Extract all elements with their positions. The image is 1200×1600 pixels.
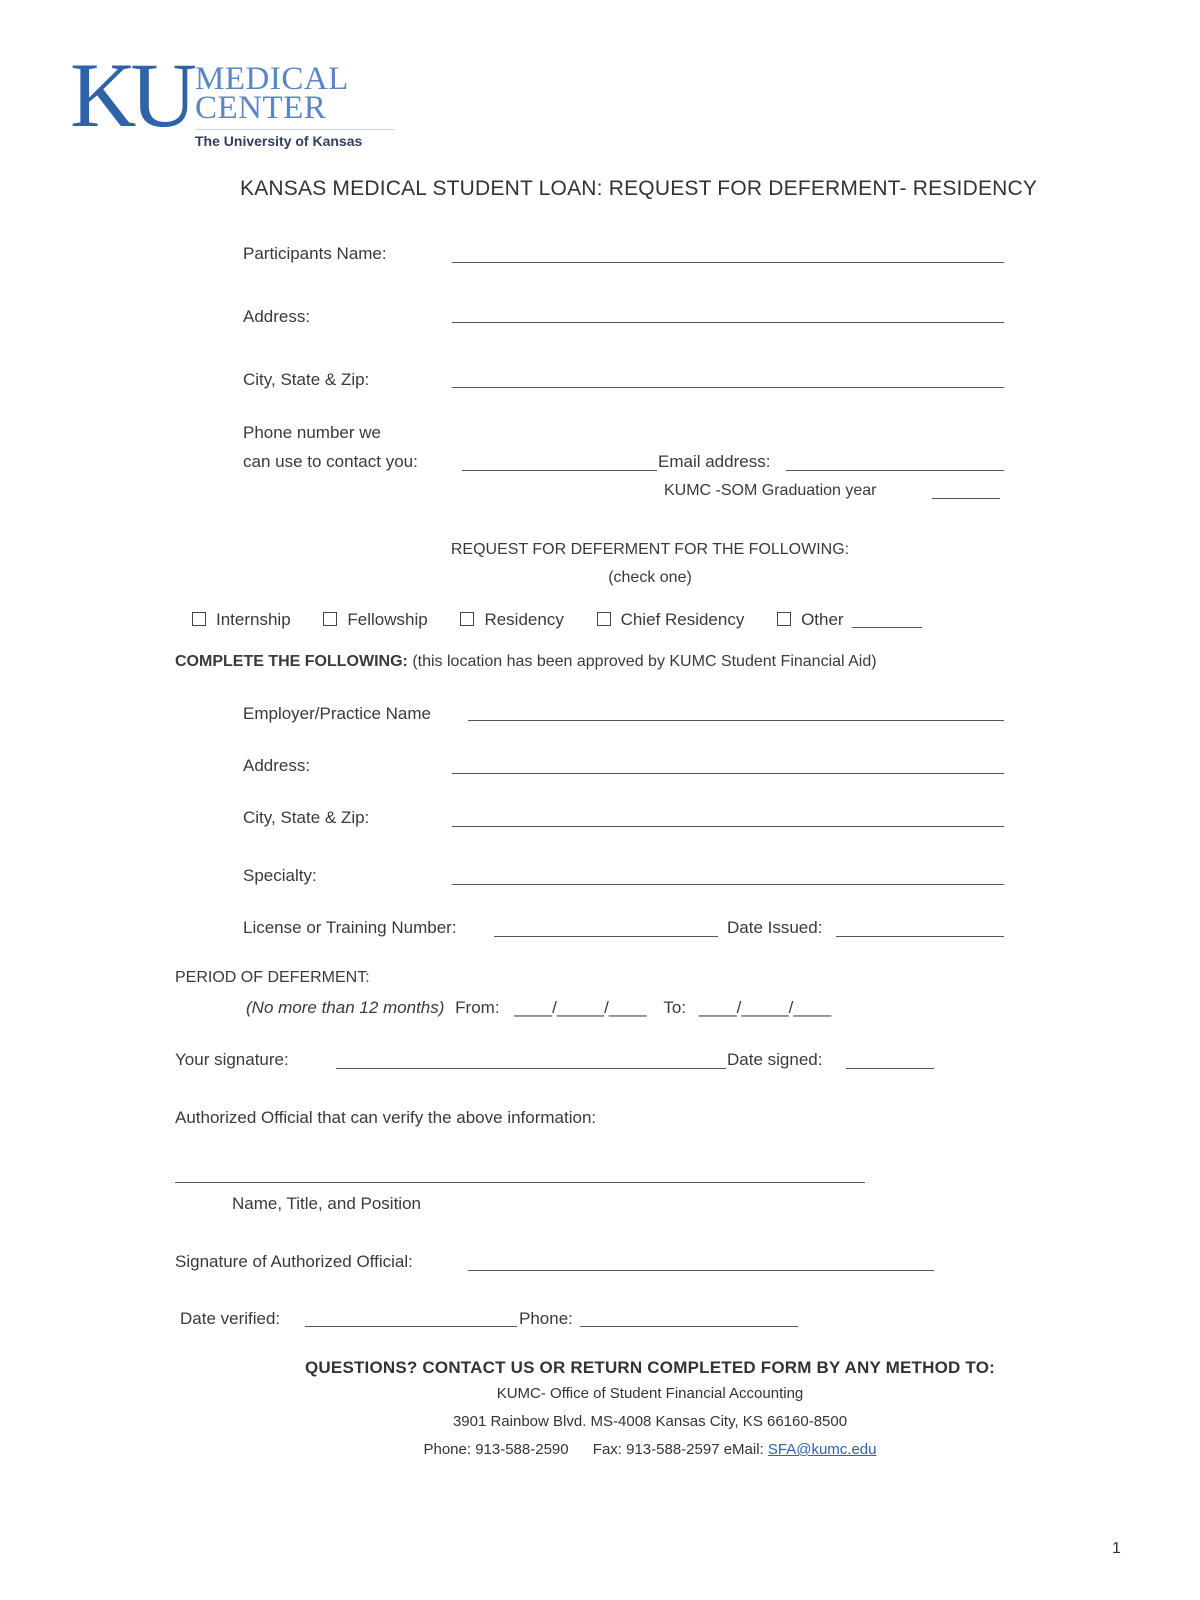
- your-signature-label: Your signature:: [175, 1050, 289, 1069]
- graduation-year-label: KUMC -SOM Graduation year: [664, 482, 877, 499]
- complete-note: (this location has been approved by KUMC Student Financial Aid): [412, 653, 877, 670]
- official-signature-field[interactable]: [468, 1270, 934, 1271]
- employer-city-field[interactable]: [452, 826, 1004, 827]
- checkbox-residency[interactable]: [460, 612, 474, 626]
- participant-city-label: City, State & Zip:: [243, 370, 370, 389]
- license-label: License or Training Number:: [243, 918, 457, 937]
- complete-heading-row: [175, 653, 877, 671]
- logo-subtitle: The University of Kansas: [195, 133, 363, 149]
- date-verified-label: Date verified:: [180, 1309, 281, 1328]
- footer-office: KUMC- Office of Student Financial Accounting: [496, 1385, 804, 1402]
- official-signature-label: Signature of Authorized Official:: [175, 1252, 413, 1271]
- checkbox-other[interactable]: [777, 612, 791, 626]
- complete-heading: COMPLETE THE FOLLOWING:: [175, 653, 408, 670]
- participant-address-label: Address:: [243, 307, 311, 326]
- other-field[interactable]: [852, 627, 922, 628]
- date-verified-field[interactable]: [305, 1326, 517, 1327]
- participant-city-field[interactable]: [452, 387, 1004, 388]
- specialty-label: Specialty:: [243, 866, 317, 885]
- official-name-field[interactable]: [175, 1182, 865, 1183]
- employer-address-label: Address:: [243, 756, 311, 775]
- official-intro: Authorized Official that can verify the above information:: [175, 1108, 597, 1127]
- employer-city-label: City, State & Zip:: [243, 808, 370, 827]
- logo-line-2: CENTER: [195, 90, 327, 126]
- employer-label: Employer/Practice Name: [243, 704, 432, 723]
- email-label: Email address:: [658, 452, 771, 471]
- your-signature-field[interactable]: [336, 1068, 726, 1069]
- period-row: [246, 998, 831, 1018]
- form-title: KANSAS MEDICAL STUDENT LOAN: REQUEST FOR DEFERMENT- RESIDENCY: [240, 177, 1038, 200]
- email-field[interactable]: [786, 470, 1004, 471]
- to-label: To:: [663, 998, 687, 1017]
- logo-mark: KU: [70, 44, 191, 146]
- license-field[interactable]: [494, 936, 718, 937]
- option-other[interactable]: Other: [777, 610, 922, 630]
- page-number: 1: [1112, 1540, 1121, 1557]
- request-instruction: (check one): [608, 569, 692, 586]
- option-residency[interactable]: Residency: [460, 610, 563, 630]
- employer-address-field[interactable]: [452, 773, 1004, 774]
- official-name-caption: Name, Title, and Position: [232, 1194, 421, 1213]
- footer-address: 3901 Rainbow Blvd. MS-4008 Kansas City, KS 66160-8500: [452, 1413, 848, 1430]
- option-chief-residency[interactable]: Chief Residency: [597, 610, 745, 630]
- option-fellowship[interactable]: Fellowship: [323, 610, 427, 630]
- from-date-field[interactable]: ____/_____/____: [514, 998, 647, 1017]
- footer-fax: Fax: 913-588-2597 eMail:: [592, 1441, 764, 1458]
- footer-phone: Phone: 913-588-2590: [423, 1441, 569, 1458]
- participant-address-field[interactable]: [452, 322, 1004, 323]
- checkbox-chief-residency[interactable]: [597, 612, 611, 626]
- phone-label-line-2: can use to contact you:: [243, 452, 418, 471]
- footer-contact: [0, 1441, 1200, 1458]
- ku-medical-center-logo: [70, 44, 400, 155]
- participant-name-label: Participants Name:: [243, 244, 387, 263]
- option-internship[interactable]: Internship: [192, 610, 291, 630]
- request-heading: REQUEST FOR DEFERMENT FOR THE FOLLOWING:: [450, 541, 850, 558]
- official-phone-label: Phone:: [519, 1309, 573, 1328]
- footer-email-link[interactable]: SFA@kumc.edu: [767, 1441, 877, 1458]
- phone-label-line-1: Phone number we: [243, 423, 381, 442]
- checkbox-internship[interactable]: [192, 612, 206, 626]
- date-issued-field[interactable]: [836, 936, 1004, 937]
- logo-divider: [195, 129, 395, 130]
- footer-title: QUESTIONS? CONTACT US OR RETURN COMPLETED FORM BY ANY METHOD TO:: [305, 1358, 995, 1377]
- official-phone-field[interactable]: [580, 1326, 798, 1327]
- date-signed-label: Date signed:: [727, 1050, 823, 1069]
- from-label: From:: [455, 998, 500, 1017]
- date-signed-field[interactable]: [846, 1068, 934, 1069]
- specialty-field[interactable]: [452, 884, 1004, 885]
- date-issued-label: Date Issued:: [727, 918, 823, 937]
- to-date-field[interactable]: ____/_____/____: [698, 998, 832, 1017]
- phone-field[interactable]: [462, 470, 657, 471]
- period-note: (No more than 12 months): [246, 998, 445, 1017]
- employer-field[interactable]: [468, 720, 1004, 721]
- period-heading: PERIOD OF DEFERMENT:: [175, 969, 370, 986]
- deferment-options: [192, 610, 950, 630]
- participant-name-field[interactable]: [452, 262, 1004, 263]
- graduation-year-field[interactable]: [932, 498, 1000, 499]
- logo-line-1: MEDICAL: [195, 61, 349, 97]
- checkbox-fellowship[interactable]: [323, 612, 337, 626]
